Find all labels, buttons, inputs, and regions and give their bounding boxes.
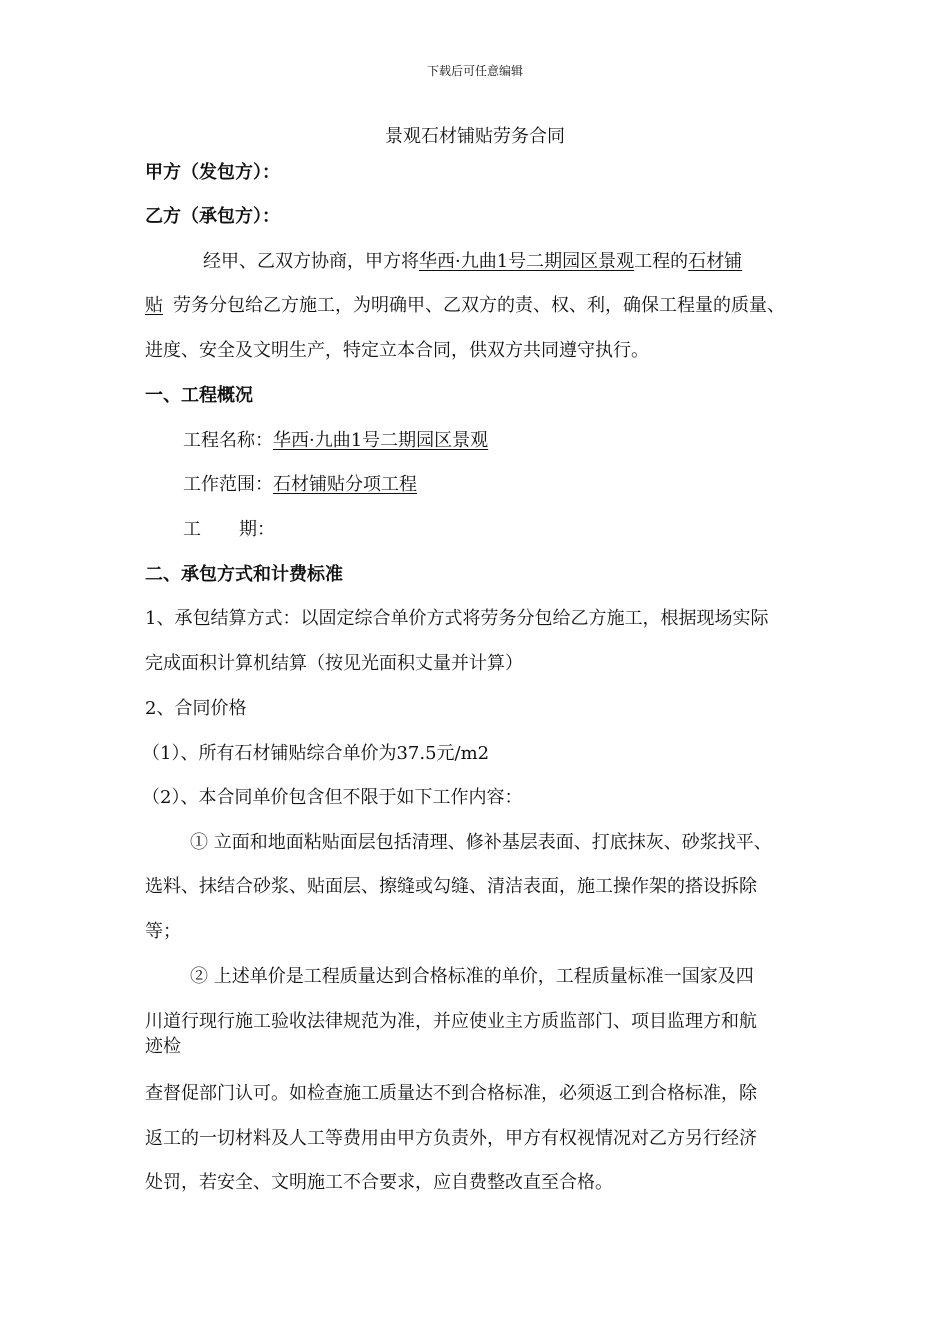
work-scope-value: 石材铺贴分项工程 <box>273 474 417 495</box>
intro-line-1 <box>203 249 742 275</box>
period-label: 工 <box>183 519 201 540</box>
project-name-label: 工程名称： <box>183 430 273 451</box>
clause-line: 迹检 <box>145 1036 181 1057</box>
work-scope-label: 工作范围： <box>183 474 273 495</box>
intro-text: 劳务分包给乙方施工，为明确甲、乙双方的责、权、利，确保工程量的质量、 <box>173 295 785 316</box>
party-a-label: 甲方（发包方）： <box>145 162 280 183</box>
clause-line: 等； <box>145 921 181 942</box>
clause-line: 查督促部门认可。如检查施工质量达不到合格标准，必须返工到合格标准，除 <box>145 1083 757 1104</box>
project-name-link: 华西·九曲1号二期园区景观 <box>419 251 635 272</box>
clause-line: 完成面积计算机结算（按见光面积丈量并计算） <box>145 653 523 674</box>
clause-line: （1）、所有石材铺贴综合单价为37.5元/m2 <box>142 743 490 764</box>
intro-text: 经甲、乙双方协商，甲方将 <box>203 251 419 272</box>
page-header-note: 下载后可任意编辑 <box>426 64 523 78</box>
clause-line: ② 上述单价是工程质量达到合格标准的单价，工程质量标准一国家及四 <box>190 966 754 987</box>
clause-line: 处罚，若安全、文明施工不合要求，应自费整改直至合格。 <box>145 1172 613 1193</box>
clause-line: 选料、抹结合砂浆、贴面层、擦缝或勾缝、清洁表面，施工操作架的搭设拆除 <box>145 876 757 897</box>
period-label: 期： <box>239 519 275 540</box>
clause-line: 1、承包结算方式：以固定综合单价方式将劳务分包给乙方施工，根据现场实际 <box>145 608 769 629</box>
section-2-heading: 二、承包方式和计费标准 <box>145 564 343 585</box>
clause-line: ① 立面和地面粘贴面层包括清理、修补基层表面、打底抹灰、砂浆找平、 <box>190 832 772 853</box>
clause-line: （2）、本合同单价包含但不限于如下工作内容： <box>142 787 523 808</box>
intro-line-2 <box>145 293 785 319</box>
document-title: 景观石材铺贴劳务合同 <box>385 126 565 147</box>
clause-line: 返工的一切材料及人工等费用由甲方负责外，甲方有权视情况对乙方另行经济 <box>145 1128 757 1149</box>
section-1-heading: 一、工程概况 <box>145 385 253 406</box>
scope-text: 贴 <box>145 295 163 316</box>
project-name-row <box>183 428 488 454</box>
period-row <box>183 517 275 543</box>
scope-text: 石材铺 <box>688 251 743 272</box>
work-scope-row <box>183 472 417 498</box>
intro-text: 工程的 <box>634 251 689 272</box>
party-b-label: 乙方（承包方）： <box>145 206 280 227</box>
intro-line-3: 进度、安全及文明生产，特定立本合同，供双方共同遵守执行。 <box>145 340 649 361</box>
clause-line: 川道行现行施工验收法律规范为准，并应使业主方质监部门、项目监理方和航 <box>145 1011 757 1032</box>
project-name-value: 华西·九曲1号二期园区景观 <box>273 430 489 451</box>
clause-line: 2、合同价格 <box>145 698 247 719</box>
